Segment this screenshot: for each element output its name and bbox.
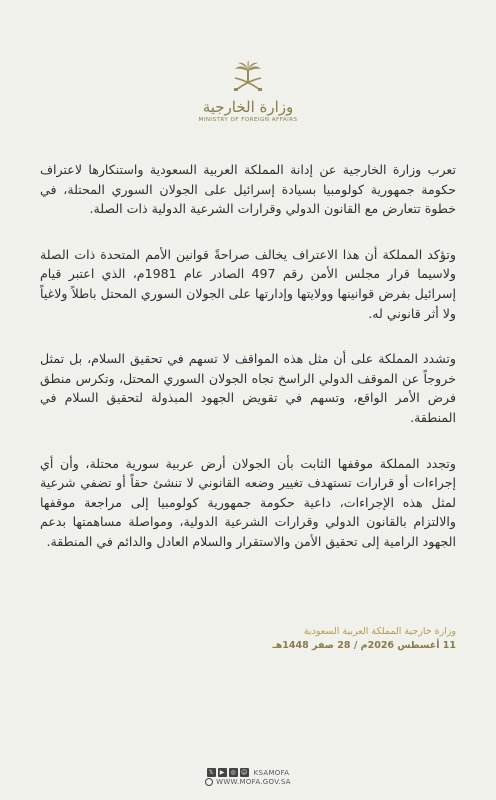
statement-paragraph: وتشدد المملكة على أن مثل هذه المواقف لا تسهم في تحقيق السلام، بل تمثل خروجاً عن الموقف الدولي الراسخ تجاه الجولان السوري المحتل، وتكرس منطق فرض الأمر الواقع، وتسهم في تقويض الجهود المبذولة لتحقيق السلام في المنطقة.: [40, 351, 456, 425]
statement-paragraph: وتجدد المملكة موقفها الثابت بأن الجولان أرض عربية سورية محتلة، وأن أي إجراءات أو قرارات تستهدف تغيير وضعه القانوني لا تنشئ حقاً أو تضفي شرعية لمثل هذه الإجراءات، داعية حكومة جمهورية كولومبيا إلى مراجعة موقفها والالتزام بالقانون الدولي وقرارات الشرعية الدولية، ومواصلة مساهمتها بدعم الجهود الرامية إلى تحقيق الأمن والاستقرار والسلام العادل والدائم في المنطقة.: [40, 455, 456, 549]
signature-block: [40, 625, 456, 653]
instagram-icon[interactable]: ◎: [230, 769, 236, 776]
statement-paragraph: وتؤكد المملكة أن هذا الاعتراف يخالف صراحةً قوانين الأمم المتحدة ذات الصلة ولاسيما قرار مجلس الأمن رقم 497 الصادر عام 1981م، الذي اعتبر قيام إسرائيل بفرض قوانينها وولايتها وإدارتها على الجولان السوري المحتل باطلاً ولاغياً ولا أثر قانوني له.: [40, 246, 456, 321]
website-link[interactable]: [0, 778, 496, 786]
youtube-icon[interactable]: ▶: [218, 768, 227, 777]
snapchat-icon[interactable]: ☺: [240, 769, 248, 776]
website-url[interactable]: WWW.MOFA.GOV.SA: [216, 778, 291, 786]
x-icon[interactable]: 𝕏: [207, 768, 216, 777]
issuer-name: وزارة خارجية المملكة العربية السعودية: [303, 626, 456, 637]
footer: [0, 768, 496, 786]
statement-body: [40, 160, 456, 578]
issue-date: 11 أغسطس 2026م / 28 صفر 1448هـ: [272, 640, 456, 651]
ministry-name-english: MINISTRY OF FOREIGN AFFAIRS: [198, 117, 298, 123]
social-handle[interactable]: KSAMOFA: [253, 768, 290, 777]
globe-icon: [205, 778, 213, 786]
saudi-emblem-icon: [231, 60, 265, 96]
letterhead: [0, 60, 496, 123]
social-links: [0, 768, 496, 777]
ministry-name-arabic: وزارة الخارجية: [202, 98, 294, 116]
statement-paragraph: تعرب وزارة الخارجية عن إدانة المملكة العربية السعودية واستنكارها لاعتراف حكومة جمهورية كولومبيا بسيادة إسرائيل على الجولان السوري المحتلة، في خطوة تتعارض مع القانون الدولي وقرارات الشرعية الدولية ذات الصلة.: [40, 162, 456, 217]
